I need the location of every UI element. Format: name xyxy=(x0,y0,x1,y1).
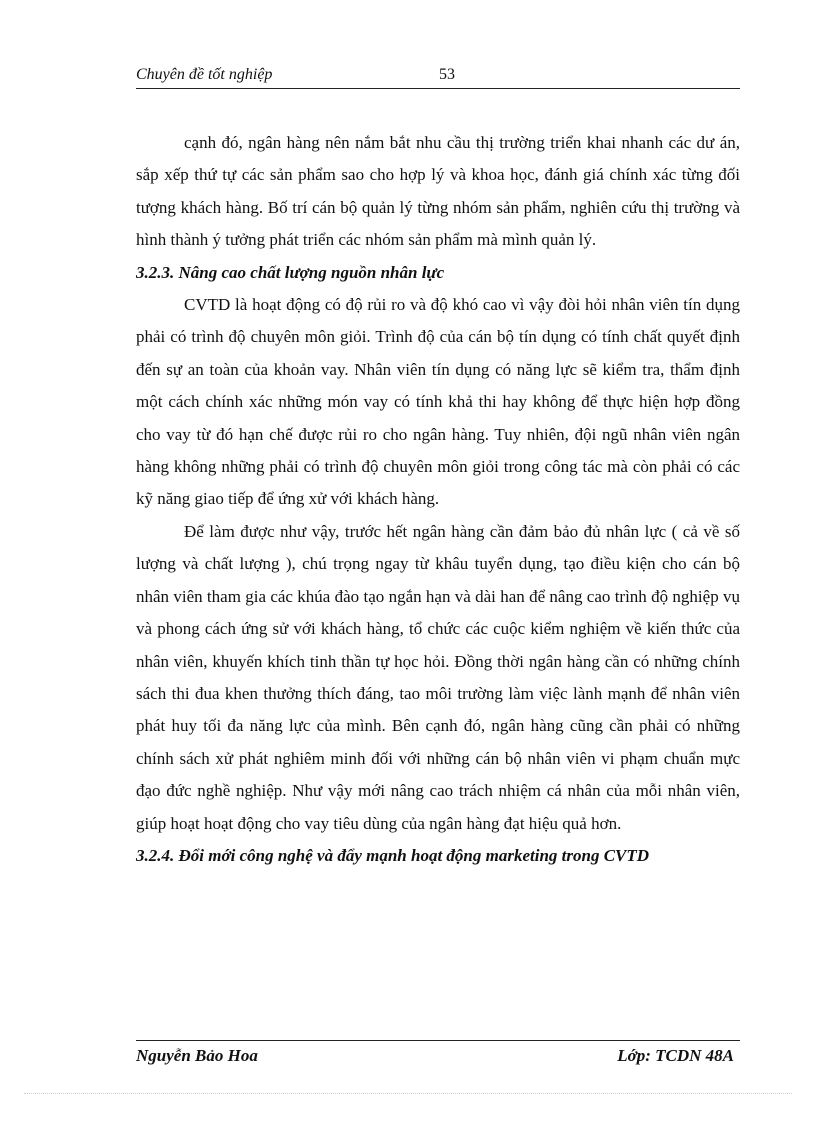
section-heading-3-2-3: 3.2.3. Nâng cao chất lượng nguồn nhân lực xyxy=(136,262,445,282)
page-header xyxy=(136,64,740,89)
header-title: Chuyên đề tốt nghiệp xyxy=(136,66,273,83)
paragraph-1: cạnh đó, ngân hàng nên nắm bắt nhu cầu thị trường triển khai nhanh các dư án, sắp xếp thứ tự các sản phẩm sao cho hợp lý và khoa học, đánh giá chính xác từng đối tượng khách hàng. Bố trí cán bộ quản lý từng nhóm sản phẩm, nghiên cứu thị trường và hình thành ý tưởng phát triển các nhóm sản phẩm mà mình quản lý. xyxy=(136,133,740,250)
paragraph-2: CVTD là hoạt động có độ rủi ro và độ khó cao vì vậy đòi hỏi nhân viên tín dụng phải có trình độ chuyên môn giỏi. Trình độ của cán bộ tín dụng có tính chất quyết định đến sự an toàn của khoản vay. Nhân viên tín dụng có năng lực sẽ kiểm tra, thẩm định một cách chính xác những món vay có tính khả thi hay không để thực hiện hợp đồng cho vay từ đó hạn chế được rủi ro cho ngân hàng. Tuy nhiên, đội ngũ nhân viên ngân hàng không những phải có trình độ chuyên môn giỏi trong công tác mà còn phải có các kỹ năng giao tiếp để ứng xử với khách hàng. xyxy=(136,295,740,509)
footer-author: Nguyễn Bảo Hoa xyxy=(136,1046,258,1065)
footer-class: Lớp: TCDN 48A xyxy=(617,1046,734,1065)
page-bottom-edge xyxy=(24,1093,792,1094)
document-body xyxy=(136,127,740,872)
page-number: 53 xyxy=(439,66,455,83)
section-heading-3-2-4: 3.2.4. Đổi mới công nghệ và đẩy mạnh hoạt động marketing trong CVTD xyxy=(136,845,650,865)
page-footer xyxy=(136,1040,740,1071)
paragraph-3: Để làm được như vậy, trước hết ngân hàng cần đảm bảo đủ nhân lực ( cả về số lượng và chất lượng ), chú trọng ngay từ khâu tuyển dụng, tạo điều kiện cho cán bộ nhân viên tham gia các khúa đào tạo ngắn hạn và dài han để nâng cao trình độ nghiệp vụ và phong cách ứng sử với khách hàng, tổ chức các cuộc kiểm nghiệm về kiến thức của nhân viên, khuyến khích tinh thần tự học hỏi. Đồng thời ngân hàng cần có những chính sách thi đua khen thưởng thích đáng, tao môi trường làm việc lành mạnh để nhân viên phát huy tối đa năng lực của mình. Bên cạnh đó, ngân hàng cũng cần phải có những chính sách xử phát nghiêm minh đối với những cán bộ nhân viên vi phạm chuẩn mực đạo đức nghề nghiệp. Như vậy mới nâng cao trách nhiệm cá nhân của mỗi nhân viên, giúp hoạt hoạt động cho vay tiêu dùng của ngân hàng đạt hiệu quả hơn. xyxy=(136,521,740,833)
